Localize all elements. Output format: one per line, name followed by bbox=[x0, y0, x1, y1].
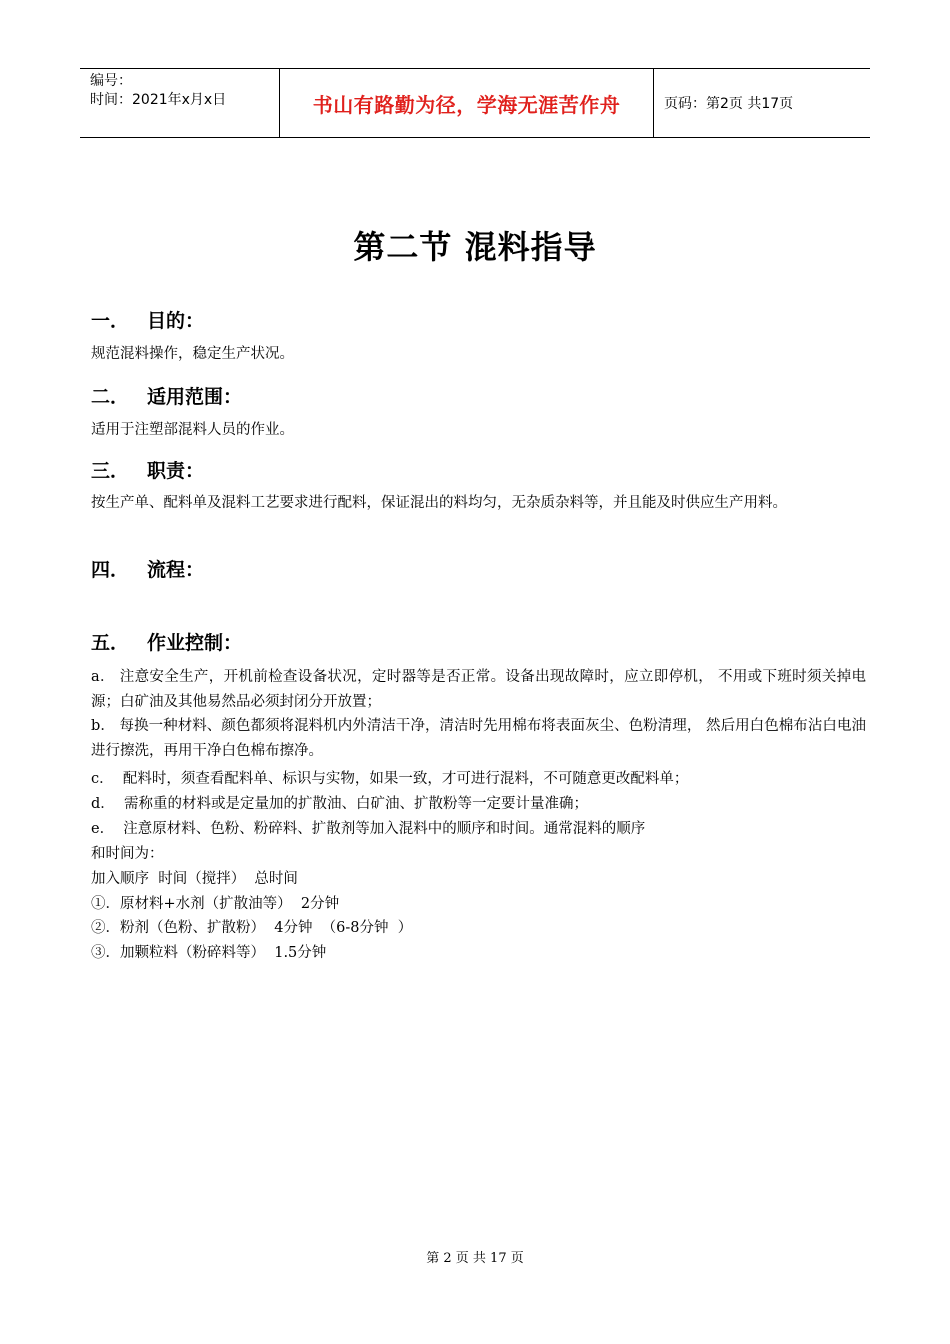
page-footer: 第 2 页 共 17 页 bbox=[426, 1251, 524, 1266]
section-heading-process bbox=[91, 555, 204, 582]
section-body-scope: 适用于注塑部混料人员的作业。 bbox=[91, 422, 294, 438]
section-heading-control bbox=[91, 628, 242, 655]
number-label: 编号： bbox=[90, 73, 132, 89]
mixing-step-3: ③．加颗粒料（粉碎料等） 1.5分钟 bbox=[91, 945, 327, 961]
section-title: 目的： bbox=[147, 310, 205, 332]
control-item-e: e． 注意原材料、色粉、粉碎料、扩散剂等加入混料中的顺序和时间。通常混料的顺序 bbox=[91, 821, 646, 837]
section-heading-scope bbox=[91, 382, 242, 409]
section-number: 三． bbox=[91, 460, 130, 482]
section-number: 四． bbox=[91, 559, 130, 581]
control-item-b: b． 每换一种材料、颜色都须将混料机内外清洁干净，清洁时先用棉布将表面灰尘、色粉清理， 然后用白色棉布沾白电油进行擦洗，再用干净白色棉布擦净。 bbox=[91, 718, 866, 759]
control-item-d: d． 需称重的材料或是定量加的扩散油、白矿油、扩散粉等一定要计量准确； bbox=[91, 796, 588, 812]
header-meta bbox=[80, 69, 280, 137]
control-item-e-continued: 和时间为： bbox=[91, 846, 164, 862]
mixing-order-header: 加入顺序 时间（搅拌） 总时间 bbox=[91, 871, 298, 887]
section-heading-purpose bbox=[91, 306, 204, 333]
control-item-c: c． 配料时，须查看配料单、标识与实物，如果一致，才可进行混料，不可随意更改配料单； bbox=[91, 771, 689, 787]
page-header bbox=[80, 68, 870, 138]
section-number: 五． bbox=[91, 632, 130, 654]
section-body-duties: 按生产单、配料单及混料工艺要求进行配料，保证混出的料均匀，无杂质杂料等，并且能及时供应生产用料。 bbox=[91, 495, 787, 511]
header-motto: 书山有路勤为径，学海无涯苦作舟 bbox=[280, 69, 654, 137]
page-title: 第二节 混料指导 bbox=[353, 228, 597, 266]
section-title: 作业控制： bbox=[147, 632, 243, 654]
mixing-step-1: ①．原材料+水剂（扩散油等） 2分钟 bbox=[91, 896, 340, 912]
section-number: 一． bbox=[91, 310, 130, 332]
section-title: 适用范围： bbox=[147, 386, 243, 408]
section-number: 二． bbox=[91, 386, 130, 408]
section-title: 流程： bbox=[147, 559, 205, 581]
section-heading-duties bbox=[91, 456, 204, 483]
section-title: 职责： bbox=[147, 460, 205, 482]
mixing-step-2: ②．粉剂（色粉、扩散粉） 4分钟 （6-8分钟 ） bbox=[91, 920, 413, 936]
control-item-a: a． 注意安全生产，开机前检查设备状况，定时器等是否正常。设备出现故障时，应立即停机， 不用或下班时须关掉电源；白矿油及其他易然品必须封闭分开放置； bbox=[91, 669, 866, 710]
time-label: 时间：2021年x月x日 bbox=[90, 92, 227, 108]
section-body-purpose: 规范混料操作，稳定生产状况。 bbox=[91, 346, 294, 362]
header-page-info: 页码：第2页 共17页 bbox=[664, 96, 794, 112]
